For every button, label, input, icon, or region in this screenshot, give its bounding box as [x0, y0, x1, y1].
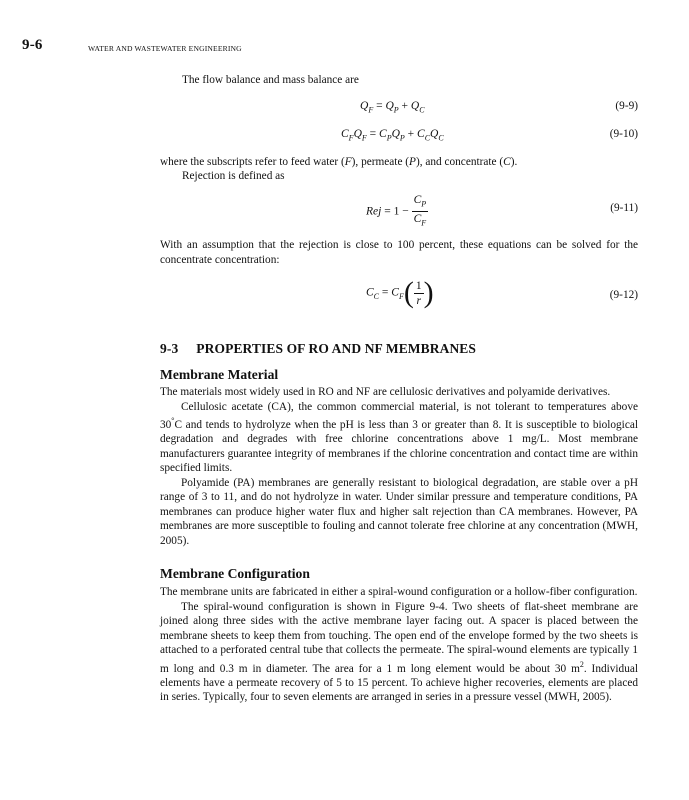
page-number: 9-6 — [22, 37, 43, 53]
subheading-membrane-material: Membrane Material — [160, 367, 279, 382]
assumption-paragraph: With an assumption that the rejection is close to 100 percent, these equations can be solved for the concentrate concentration: — [160, 239, 638, 266]
membrane-configuration-body — [160, 585, 638, 705]
equation-9-9: $Q_F = Q_P + Q_C$ — [360, 100, 425, 115]
equation-9-11: Rej = 1 − $\frac{C_P}{C_F}$ — [366, 194, 427, 228]
equation-9-12: $C_C = C_F$( $\frac{1}{r}$ ) — [366, 276, 434, 309]
paragraph: Cellulosic acetate (CA), the common commercial material, is not tolerant to temperatures above 30°C and tends to hydrolyze when the pH is less than 3 or greater than 8. It is susceptible to biological degradation and degrades with free chlorine concentrations above 1 mg/L. Most membrane manufacturers guarantee integrity of membranes if the chlorine concentration and contact time are within specified limits. — [160, 400, 638, 475]
rejection-defined: Rejection is defined as — [182, 170, 285, 182]
equation-number-9-9: (9-9) — [615, 100, 638, 112]
paragraph: The materials most widely used in RO and NF are cellulosic derivatives and polyamide derivatives. — [160, 386, 611, 398]
section-heading: 9-3 PROPERTIES OF RO AND NF MEMBRANES — [160, 341, 477, 356]
membrane-material-body — [160, 385, 638, 548]
intro-line: The flow balance and mass balance are — [182, 74, 359, 86]
equation-number-9-12: (9-12) — [609, 289, 638, 301]
paragraph: Polyamide (PA) membranes are generally resistant to biological degradation, are stable over a pH range of 3 to 11, and do not hydrolyze in water. Under similar pressure and temperature conditions, PA membranes can produce higher water flux and higher salt rejection than CA membranes. However, PA membranes are more susceptible to fouling and cannot tolerate free chlorine at any concentration (MWH, 2005). — [160, 476, 638, 547]
equation-number-9-11: (9-11) — [610, 202, 638, 214]
equation-number-9-10: (9-10) — [609, 128, 638, 140]
subscripts-explanation: where the subscripts refer to feed water (F), permeate (P), and concentrate (C). — [160, 156, 518, 168]
running-title: WATER AND WASTEWATER ENGINEERING — [88, 44, 242, 53]
subheading-membrane-configuration: Membrane Configuration — [160, 566, 310, 581]
paragraph: The spiral-wound configuration is shown in Figure 9-4. Two sheets of flat-sheet membrane are joined along three sides with the active membrane layer facing out. A spacer is placed between the membrane sheets to keep them from touching. The open end of the envelope formed by the two sheets is attached to a perforated central tube that collects the permeate. The spiral-wound elements are typically 1 m long and 0.3 m in diameter. The area for a 1 m long element would be about 30 $m^2$. Individual elements have a permeate recovery of 5 to 15 percent. To achieve higher recoveries, elements are placed in series. Typically, four to seven elements are arranged in series in a pressure vessel (MWH, 2005). — [160, 600, 638, 704]
paragraph: The membrane units are fabricated in either a spiral-wound configuration or a hollow-fiber configuration. — [160, 586, 638, 598]
equation-9-10: $C_FQ_F = C_PQ_P + C_CQ_C$ — [341, 128, 444, 143]
